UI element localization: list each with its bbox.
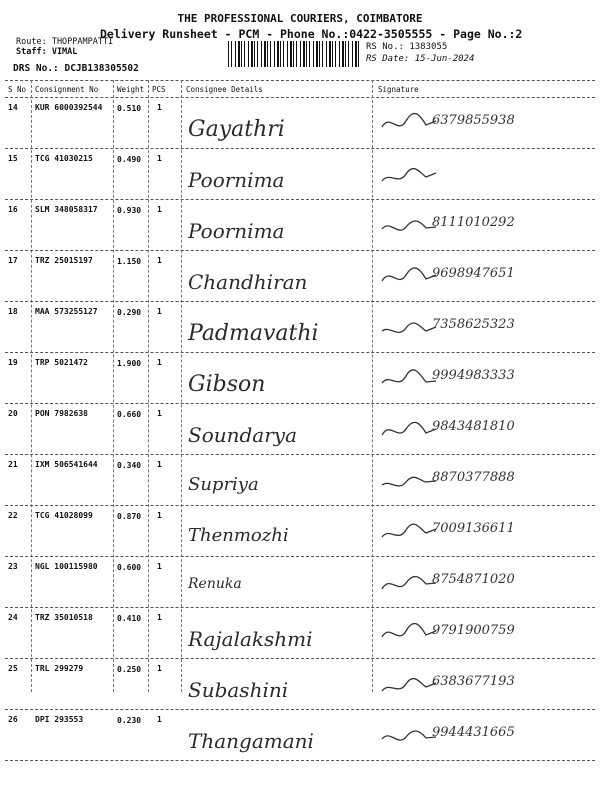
row-weight: 0.660 (117, 410, 142, 419)
col-divider (148, 80, 149, 692)
barcode-bar (342, 41, 344, 67)
row-signature-phone: 9843481810 (432, 419, 515, 434)
row-consignee-name: Thenmozhi (188, 525, 289, 546)
barcode-bar (290, 41, 292, 67)
barcode-bar (274, 41, 275, 67)
barcode-bar (244, 41, 245, 67)
barcode-bar (270, 41, 271, 67)
barcode-bar (335, 41, 336, 67)
row-signature-scribble (380, 364, 440, 394)
row-sno: 15 (8, 154, 18, 163)
row-pcs: 1 (157, 154, 162, 163)
col-divider (372, 80, 373, 692)
row-pcs: 1 (157, 562, 162, 571)
col-header-sno: S No (8, 85, 27, 94)
row-consignment-no: DPI 293553 (35, 715, 84, 724)
row-signature-scribble (380, 466, 440, 496)
col-header-weight: Weight (117, 85, 145, 94)
barcode-bar (303, 41, 305, 67)
barcode-bar (348, 41, 349, 67)
barcode-bar (287, 41, 288, 67)
row-consignment-no: MAA 573255127 (35, 307, 98, 316)
row-signature-scribble (380, 160, 440, 190)
row-pcs: 1 (157, 511, 162, 520)
row-separator (5, 403, 595, 404)
row-sno: 18 (8, 307, 18, 316)
row-signature-scribble (380, 415, 440, 445)
row-separator (5, 709, 595, 710)
barcode-bar (339, 41, 340, 67)
barcode-bar (267, 41, 268, 67)
row-weight: 0.930 (117, 206, 142, 215)
row-weight: 0.600 (117, 563, 142, 572)
row-signature-phone: 6383677193 (432, 674, 515, 689)
row-signature-phone: 8111010292 (432, 215, 515, 230)
row-sno: 21 (8, 460, 18, 469)
row-separator (5, 148, 595, 149)
row-separator (5, 658, 595, 659)
col-header-pcs: PCS (152, 85, 166, 94)
row-consignment-no: KUR 6000392544 (35, 103, 103, 112)
barcode-bar (228, 41, 229, 67)
row-separator (5, 760, 595, 761)
barcode-bar (326, 41, 327, 67)
row-signature-scribble (380, 568, 440, 598)
row-consignment-no: PON 7982638 (35, 409, 88, 418)
row-signature-scribble (380, 211, 440, 241)
col-divider (181, 80, 182, 692)
signature-stroke (382, 370, 436, 383)
row-weight: 1.150 (117, 257, 142, 266)
row-sno: 26 (8, 715, 18, 724)
row-consignee-name: Gibson (188, 372, 266, 397)
barcode-bar (231, 41, 232, 67)
row-consignment-no: TRL 299279 (35, 664, 84, 673)
barcode-bar (277, 41, 279, 67)
row-weight: 0.870 (117, 512, 142, 521)
barcode-bar (309, 41, 310, 67)
barcode-bar (358, 41, 359, 67)
row-weight: 0.230 (117, 716, 142, 725)
barcode-bar (300, 41, 301, 67)
row-sno: 24 (8, 613, 18, 622)
row-pcs: 1 (157, 460, 162, 469)
staff-label: Staff: VIMAL (16, 47, 78, 57)
row-sno: 22 (8, 511, 18, 520)
row-signature-phone: 9698947651 (432, 266, 515, 281)
barcode-bar (322, 41, 323, 67)
barcode-bar (241, 41, 242, 67)
row-pcs: 1 (157, 409, 162, 418)
row-signature-scribble (380, 619, 440, 649)
row-sno: 19 (8, 358, 18, 367)
row-consignee-name: Chandhiran (188, 270, 308, 294)
header-rule-top (5, 80, 595, 81)
barcode-bar (264, 41, 266, 67)
row-separator (5, 352, 595, 353)
row-pcs: 1 (157, 613, 162, 622)
barcode-bar (319, 41, 320, 67)
row-sno: 25 (8, 664, 18, 673)
row-consignment-no: TRZ 35010518 (35, 613, 93, 622)
header-rule-bottom (5, 97, 595, 98)
col-divider (31, 80, 32, 692)
row-consignment-no: TRZ 25015197 (35, 256, 93, 265)
row-signature-phone: 9994983333 (432, 368, 515, 383)
barcode-bar (280, 41, 281, 67)
drs-number: DRS No.: DCJB138305502 (13, 63, 139, 74)
signature-stroke (382, 268, 436, 281)
row-signature-phone: 7009136611 (432, 521, 515, 536)
barcode-bar (316, 41, 318, 67)
row-separator (5, 301, 595, 302)
row-consignment-no: TRP 5021472 (35, 358, 88, 367)
row-sno: 14 (8, 103, 18, 112)
signature-stroke (382, 113, 436, 127)
col-divider (113, 80, 114, 692)
barcode-bar (355, 41, 357, 67)
row-signature-scribble (380, 262, 440, 292)
barcode-bar (352, 41, 353, 67)
row-consignment-no: SLM 348058317 (35, 205, 98, 214)
row-signature-scribble (380, 313, 440, 343)
signature-stroke (382, 422, 436, 435)
col-header-consignee: Consignee Details (186, 85, 263, 94)
barcode-bar (329, 41, 331, 67)
row-pcs: 1 (157, 256, 162, 265)
signature-stroke (382, 679, 436, 691)
row-pcs: 1 (157, 664, 162, 673)
row-weight: 0.290 (117, 308, 142, 317)
rs-date: RS Date: 15-Jun-2024 (366, 54, 475, 64)
signature-stroke (382, 169, 436, 181)
barcode-bar (296, 41, 297, 67)
barcode-bar (313, 41, 314, 67)
barcode-bar (257, 41, 258, 67)
row-signature-scribble (380, 670, 440, 700)
row-signature-phone: 7358625323 (432, 317, 515, 332)
barcode-bar (235, 41, 236, 67)
row-consignee-name: Rajalakshmi (188, 627, 313, 651)
row-separator (5, 607, 595, 608)
row-signature-phone: 8870377888 (432, 470, 515, 485)
route-label: Route: THOPPAMPATTI (16, 37, 114, 47)
barcode-bar (254, 41, 255, 67)
barcode-bar (332, 41, 333, 67)
row-weight: 0.410 (117, 614, 142, 623)
row-pcs: 1 (157, 205, 162, 214)
row-consignment-no: TCG 41028099 (35, 511, 93, 520)
row-consignee-name: Thangamani (188, 729, 314, 753)
row-consignment-no: NGL 100115980 (35, 562, 98, 571)
row-sno: 17 (8, 256, 18, 265)
row-weight: 0.340 (117, 461, 142, 470)
row-pcs: 1 (157, 358, 162, 367)
row-separator (5, 505, 595, 506)
row-consignee-name: Padmavathi (188, 321, 319, 346)
barcode-bar (283, 41, 284, 67)
barcode-bar (345, 41, 346, 67)
barcode-bar (251, 41, 253, 67)
row-sno: 20 (8, 409, 18, 418)
col-header-signature: Signature (378, 85, 419, 94)
row-signature-phone: 9944431665 (432, 725, 515, 740)
row-separator (5, 199, 595, 200)
signature-stroke (382, 323, 436, 332)
row-signature-scribble (380, 517, 440, 547)
row-pcs: 1 (157, 307, 162, 316)
row-separator (5, 250, 595, 251)
row-sno: 23 (8, 562, 18, 571)
rs-number: RS No.: 1383055 (366, 42, 448, 52)
row-consignee-name: Subashini (188, 678, 289, 702)
row-consignee-name: Soundarya (188, 423, 298, 447)
row-weight: 1.900 (117, 359, 142, 368)
company-title: THE PROFESSIONAL COURIERS, COIMBATORE (177, 12, 423, 25)
runsheet-title: Delivery Runsheet - PCM - Phone No.:0422-3505555 - Page No.:2 (100, 27, 523, 41)
row-consignment-no: IXM 506541644 (35, 460, 98, 469)
row-separator (5, 556, 595, 557)
row-consignee-name: Supriya (188, 474, 259, 495)
barcode-bar (238, 41, 240, 67)
signature-stroke (382, 524, 436, 537)
row-consignee-name: Renuka (188, 576, 242, 592)
row-sno: 16 (8, 205, 18, 214)
row-separator (5, 454, 595, 455)
barcode-bar (306, 41, 307, 67)
row-weight: 0.490 (117, 155, 142, 164)
signature-stroke (382, 731, 436, 740)
row-signature-phone: 6379855938 (432, 113, 515, 128)
barcode-bar (293, 41, 294, 67)
signature-stroke (382, 577, 436, 589)
col-header-consignment: Consignment No (35, 85, 99, 94)
barcode-bar (261, 41, 262, 67)
barcode-image (228, 41, 360, 67)
row-consignee-name: Poornima (188, 219, 285, 243)
row-weight: 0.510 (117, 104, 142, 113)
row-pcs: 1 (157, 715, 162, 724)
row-signature-scribble (380, 721, 440, 751)
row-consignee-name: Gayathri (188, 117, 285, 142)
barcode-bar (248, 41, 249, 67)
signature-stroke (382, 477, 436, 486)
row-consignee-name: Poornima (188, 168, 285, 192)
row-signature-phone: 9791900759 (432, 623, 515, 638)
row-signature-scribble (380, 109, 440, 139)
signature-stroke (382, 221, 436, 230)
row-consignment-no: TCG 41030215 (35, 154, 93, 163)
row-signature-phone: 8754871020 (432, 572, 515, 587)
signature-stroke (382, 623, 436, 637)
row-weight: 0.250 (117, 665, 142, 674)
row-pcs: 1 (157, 103, 162, 112)
